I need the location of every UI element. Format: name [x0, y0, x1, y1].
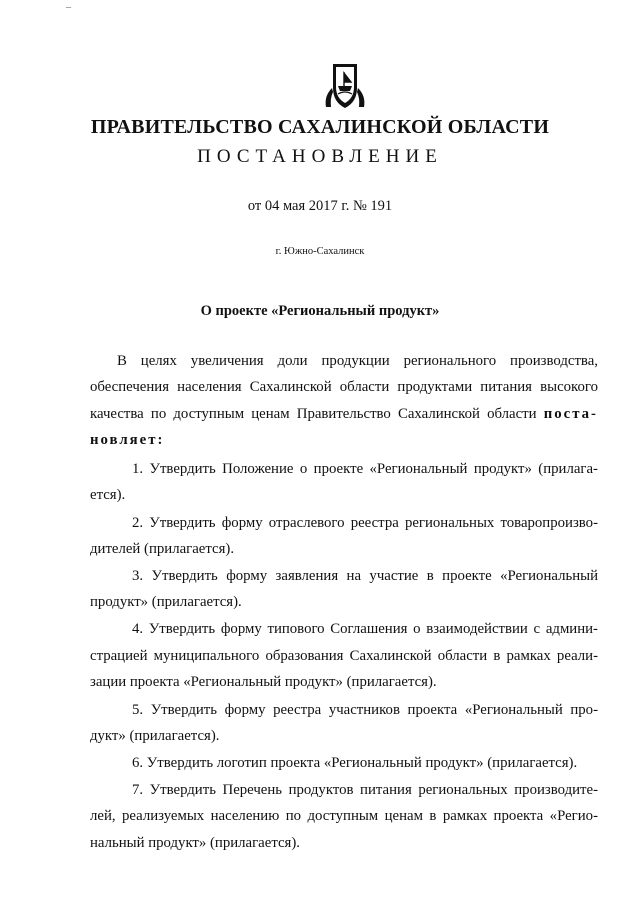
intro-line-3	[90, 405, 598, 423]
organization-title: ПРАВИТЕЛЬСТВО САХАЛИНСКОЙ ОБЛАСТИ	[90, 116, 550, 138]
item-1-line-2: ется).	[90, 487, 126, 503]
intro-line-3-text: качества по доступным ценам Правительство Сахалинской области	[90, 406, 537, 422]
item-3-line-1: 3. Утвердить форму заявления на участие в проекте «Региональный	[132, 568, 598, 584]
document-subject: О проекте «Региональный продукт»	[200, 303, 440, 319]
item-7-line-1: 7. Утвердить Перечень продуктов питания региональных производите-	[132, 782, 598, 798]
document-date-number: от 04 мая 2017 г. № 191	[247, 198, 393, 214]
item-5-line-2: дукт» (прилагается).	[90, 728, 220, 744]
intro-line-1: В целях увеличения доли продукции регионального производства,	[117, 353, 598, 369]
document-type: ПОСТАНОВЛЕНИЕ	[197, 146, 443, 167]
item-6-line-1: 6. Утвердить логотип проекта «Региональный продукт» (прилагается).	[132, 755, 578, 771]
item-7-line-2: лей, реализуемых населению по доступным ценам в рамках проекта «Регио-	[90, 808, 598, 824]
resolution-word-part-1: поста-	[543, 406, 598, 422]
item-3-line-2: продукт» (прилагается).	[90, 594, 242, 610]
item-5-line-1: 5. Утвердить форму реестра участников проекта «Региональный про-	[132, 702, 598, 718]
item-4-line-1: 4. Утвердить форму типового Соглашения о взаимодействии с админи-	[132, 621, 598, 637]
item-2-line-1: 2. Утвердить форму отраслевого реестра региональных товаропроизво-	[132, 515, 598, 531]
resolution-word-part-2: новляет:	[90, 432, 165, 448]
intro-line-2: обеспечения населения Сахалинской области продуктами питания высокого	[90, 379, 598, 395]
item-1-line-1: 1. Утвердить Положение о проекте «Региональный продукт» (прилага-	[132, 461, 598, 477]
item-2-line-2: дителей (прилагается).	[90, 541, 235, 557]
document-city: г. Южно-Сахалинск	[275, 246, 365, 257]
item-4-line-3: зации проекта «Региональный продукт» (прилагается).	[90, 674, 437, 690]
item-7-line-3: нальный продукт» (прилагается).	[90, 835, 300, 851]
sakhalin-coat-of-arms-icon	[320, 62, 370, 110]
item-4-line-2: страцией муниципального образования Сахалинской области в рамках реали-	[90, 648, 598, 664]
corner-mark: –	[66, 2, 71, 13]
